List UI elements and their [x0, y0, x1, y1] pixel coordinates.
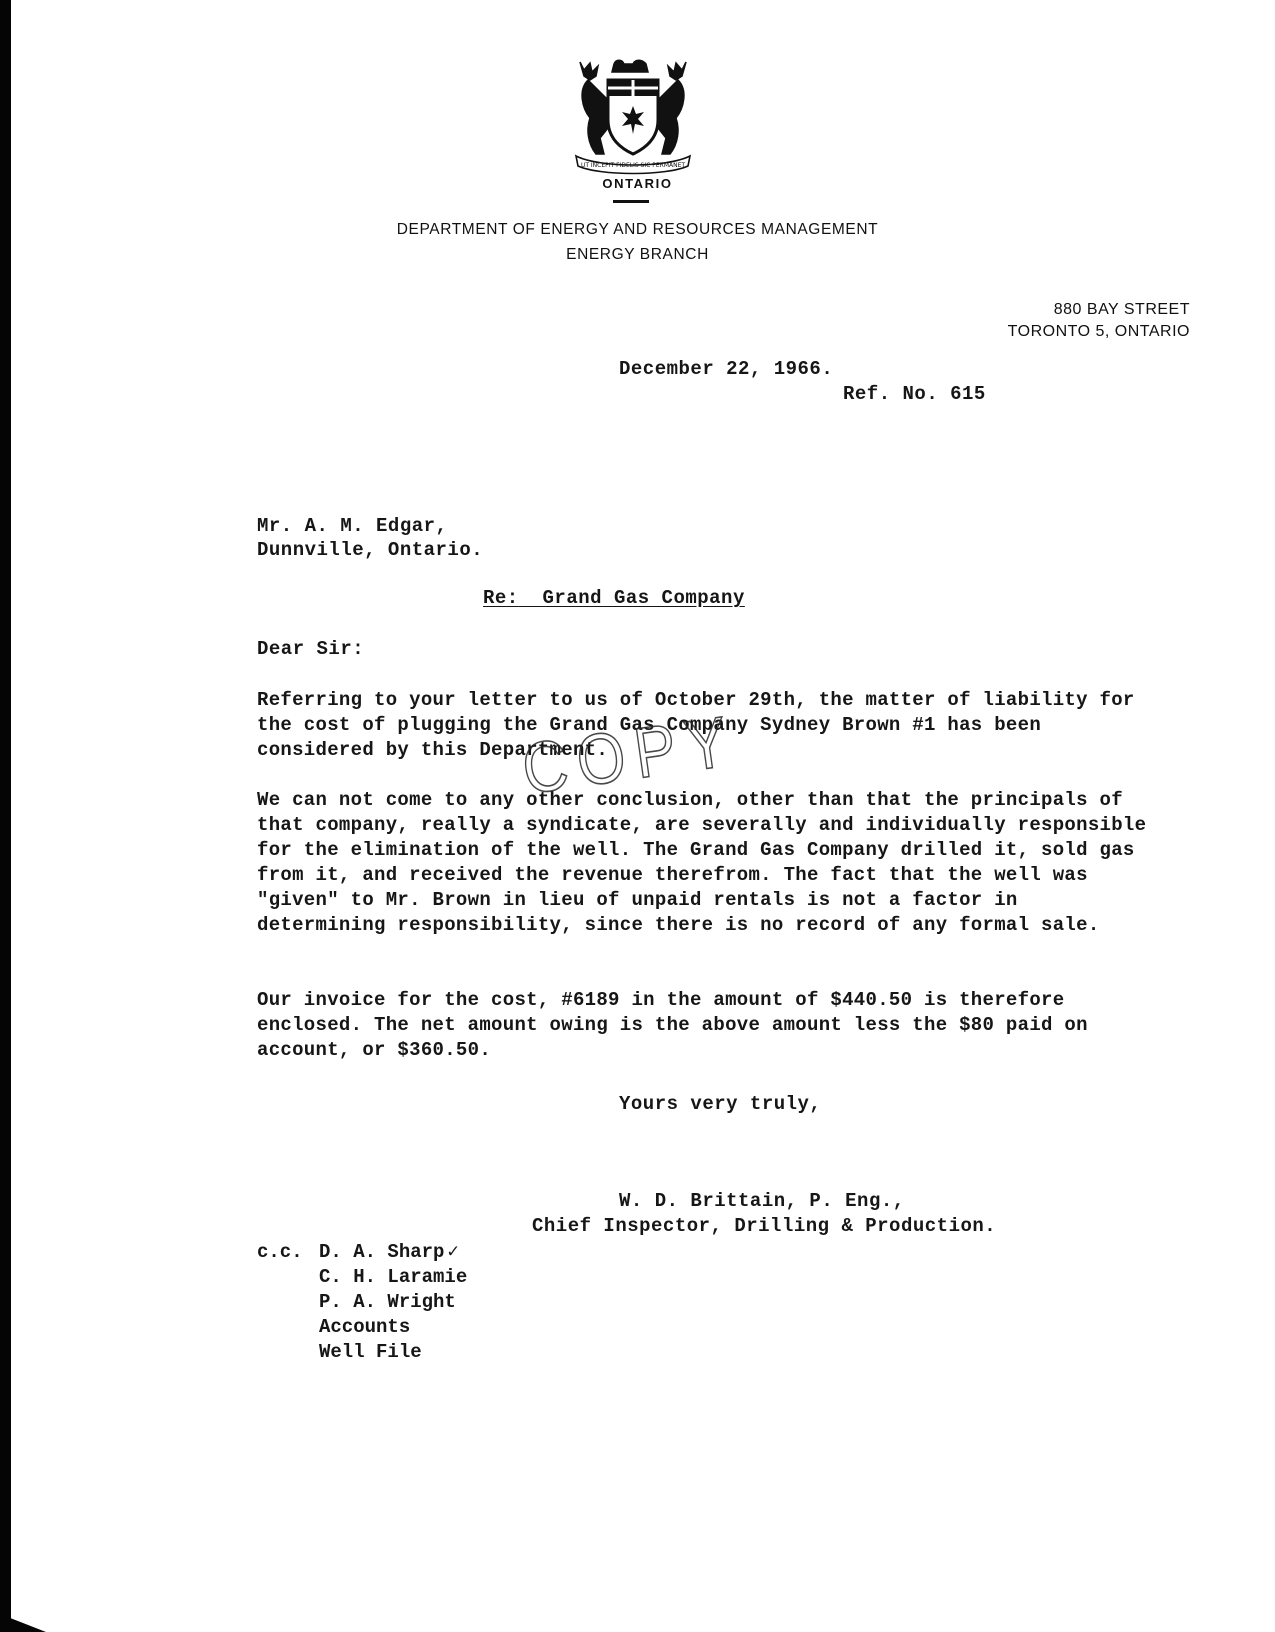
address-line-2: TORONTO 5, ONTARIO [1007, 323, 1190, 340]
subject-line [483, 587, 745, 609]
cc-recipient: Accounts [319, 1316, 411, 1338]
closing: Yours very truly, [619, 1093, 822, 1115]
cc-recipient: C. H. Laramie [319, 1266, 468, 1288]
cc-row [257, 1240, 467, 1265]
cc-recipient: P. A. Wright [319, 1291, 456, 1313]
body-paragraph-2: We can not come to any other conclusion, other than that the principals of that company, really a syndicate, are severally and individually responsible for the elimination of the well. The Grand Gas Company drilled it, sold gas from it, and received the revenue therefrom. The fact that the well was "given" to Mr. Brown in lieu of unpaid rentals is not a factor in determining responsibility, since there is no record of any formal sale. [257, 789, 1147, 936]
copy-stamp: COPY [517, 701, 743, 810]
cc-row [257, 1340, 467, 1365]
subject-prefix: Re: [483, 587, 519, 609]
cc-recipient: D. A. Sharp [319, 1241, 445, 1263]
cc-row [257, 1315, 467, 1340]
recipient-name: Mr. A. M. Edgar, [257, 515, 448, 537]
province-name: ONTARIO [602, 176, 673, 191]
cc-recipient: Well File [319, 1341, 422, 1363]
body-paragraph-1: Referring to your letter to us of October 29th, the matter of liability for the cost of plugging the Grand Gas Company Sydney Brown #1 has been considered by this Department. [257, 689, 1135, 761]
scan-corner-mark [0, 1614, 46, 1632]
signer-title: Chief Inspector, Drilling & Production. [532, 1215, 997, 1237]
ontario-coat-of-arms [570, 58, 696, 176]
branch-name: ENERGY BRANCH [566, 246, 709, 263]
cc-list [257, 1240, 467, 1365]
letter-date: December 22, 1966. [619, 358, 834, 380]
salutation: Dear Sir: [257, 638, 365, 660]
cc-row [257, 1290, 467, 1315]
address-line-1: 880 BAY STREET [1053, 301, 1190, 318]
recipient-location: Dunnville, Ontario. [257, 539, 484, 561]
scan-left-edge [0, 0, 11, 1632]
check-mark-icon: ✓ [447, 1241, 459, 1263]
crest-motto: UT INCEPIT FIDELIS SIC PERMANET [580, 162, 686, 169]
body-paragraph-3: Our invoice for the cost, #6189 in the amount of $440.50 is therefore enclosed. The net amount owing is the above amount less the $80 paid on account, or $360.50. [257, 989, 1088, 1061]
cc-row [257, 1265, 467, 1290]
signer-name: W. D. Brittain, P. Eng., [619, 1190, 905, 1212]
header-divider [613, 200, 649, 203]
department-name: DEPARTMENT OF ENERGY AND RESOURCES MANAGEMENT [396, 221, 879, 238]
subject-text: Grand Gas Company [542, 587, 745, 609]
reference-number: Ref. No. 615 [843, 383, 986, 405]
cc-label: c.c. [257, 1241, 303, 1263]
